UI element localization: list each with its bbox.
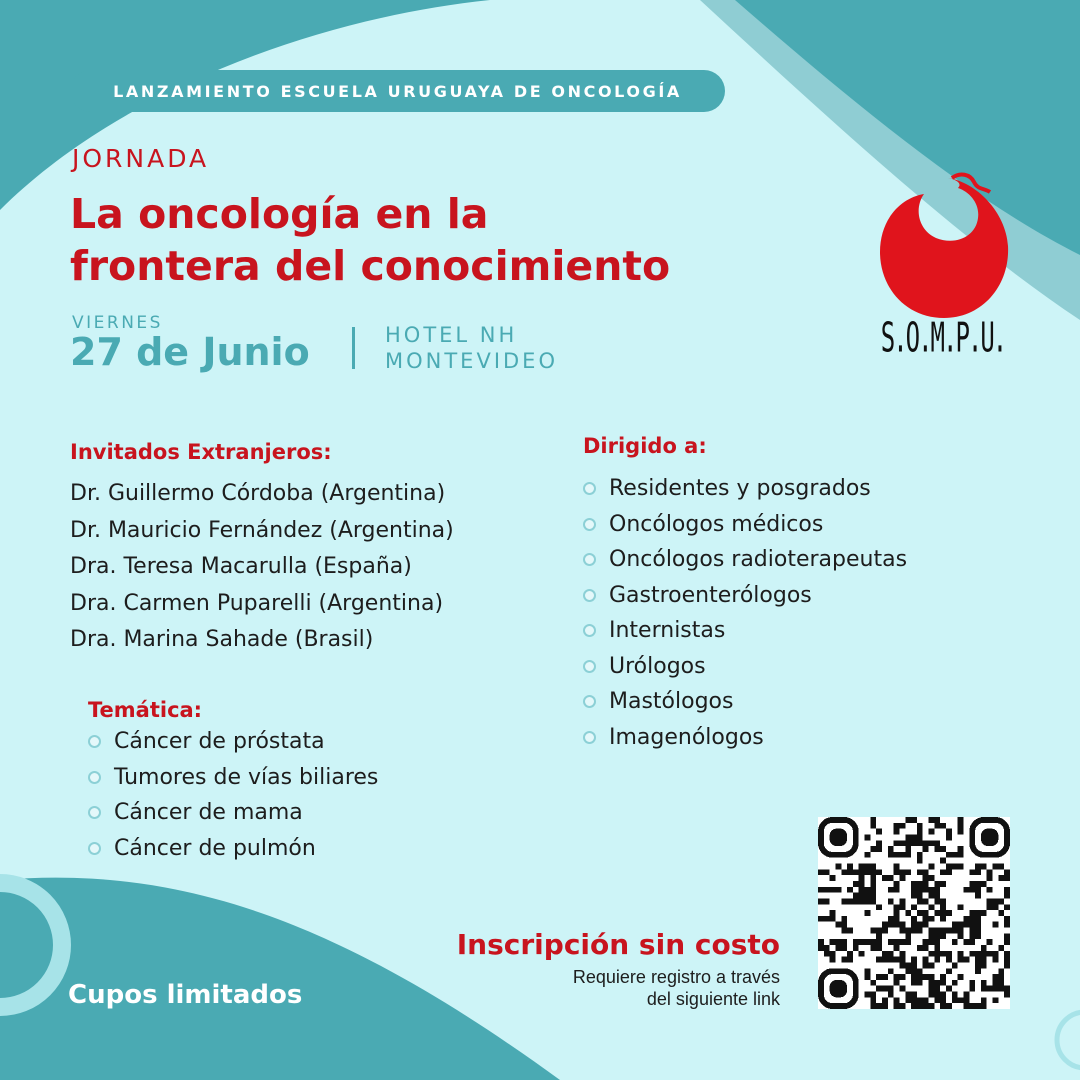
audience-item — [583, 720, 907, 756]
event-title-line: La oncología en la — [70, 190, 489, 238]
audience-item — [583, 613, 907, 649]
guest-item: Dra. Carmen Puparelli (Argentina) — [70, 590, 444, 616]
event-title — [70, 188, 670, 292]
audience-item — [583, 507, 907, 543]
audience-item — [583, 542, 907, 578]
audience-heading: Dirigido a: — [583, 434, 707, 458]
topic-item — [88, 795, 378, 831]
registration-note-line: del siguiente link — [646, 989, 780, 1009]
guests-list — [70, 476, 454, 659]
date-venue-divider — [352, 327, 355, 369]
registration-note-line: Requiere registro a través — [572, 967, 780, 987]
audience-item-label: Oncólogos médicos — [609, 511, 824, 537]
audience-item — [583, 471, 907, 507]
circle-bullet-icon — [88, 735, 101, 748]
circle-bullet-icon — [583, 695, 596, 708]
event-weekday: VIERNES — [72, 313, 163, 333]
circle-bullet-icon — [88, 771, 101, 784]
circle-bullet-icon — [88, 806, 101, 819]
circle-bullet-icon — [583, 518, 596, 531]
event-eyebrow: JORNADA — [72, 144, 210, 173]
qr-code-icon[interactable] — [818, 817, 1010, 1009]
audience-item-label: Internistas — [609, 618, 726, 643]
audience-item — [583, 578, 907, 614]
event-venue — [385, 322, 558, 374]
guest-item: Dra. Teresa Macarulla (España) — [70, 554, 412, 579]
guest-item: Dr. Guillermo Córdoba (Argentina) — [70, 481, 446, 506]
topic-item-label: Cáncer de pulmón — [114, 835, 316, 861]
venue-line: MONTEVIDEO — [385, 349, 558, 373]
guest-item: Dr. Mauricio Fernández (Argentina) — [70, 517, 454, 543]
audience-item-label: Mastólogos — [609, 689, 734, 714]
venue-line: HOTEL NH — [385, 323, 518, 347]
topic-item — [88, 831, 378, 867]
event-date: 27 de Junio — [70, 330, 310, 374]
audience-item — [583, 684, 907, 720]
limited-spots-text: Cupos limitados — [68, 980, 303, 1010]
audience-item-label: Residentes y posgrados — [609, 476, 871, 501]
guest-item: Dra. Marina Sahade (Brasil) — [70, 627, 374, 652]
audience-item-label: Oncólogos radioterapeutas — [609, 547, 908, 572]
circle-bullet-icon — [583, 624, 596, 637]
topic-item-label: Tumores de vías biliares — [114, 764, 379, 790]
topic-item — [88, 760, 378, 796]
logo-wordmark: S.O.M.P.U. — [880, 314, 1006, 362]
event-banner: LANZAMIENTO ESCUELA URUGUAYA DE ONCOLOGÍA — [70, 70, 725, 112]
audience-item-label: Urólogos — [609, 653, 706, 679]
audience-list — [583, 471, 907, 755]
topics-list — [88, 724, 378, 866]
guests-heading: Invitados Extranjeros: — [70, 440, 332, 464]
audience-item-label: Gastroenterólogos — [609, 582, 812, 608]
audience-item-label: Imagenólogos — [609, 724, 764, 750]
circle-bullet-icon — [583, 731, 596, 744]
topics-heading: Temática: — [88, 698, 203, 722]
circle-bullet-icon — [583, 553, 596, 566]
circle-bullet-icon — [583, 482, 596, 495]
registration-note — [480, 966, 780, 1010]
circle-bullet-icon — [88, 842, 101, 855]
audience-item — [583, 649, 907, 685]
topic-item — [88, 724, 378, 760]
event-title-line: frontera del conocimiento — [70, 242, 671, 290]
registration-title: Inscripción sin costo — [456, 928, 780, 961]
topic-item-label: Cáncer de próstata — [114, 729, 325, 754]
circle-bullet-icon — [583, 589, 596, 602]
topic-item-label: Cáncer de mama — [114, 800, 303, 825]
circle-bullet-icon — [583, 660, 596, 673]
